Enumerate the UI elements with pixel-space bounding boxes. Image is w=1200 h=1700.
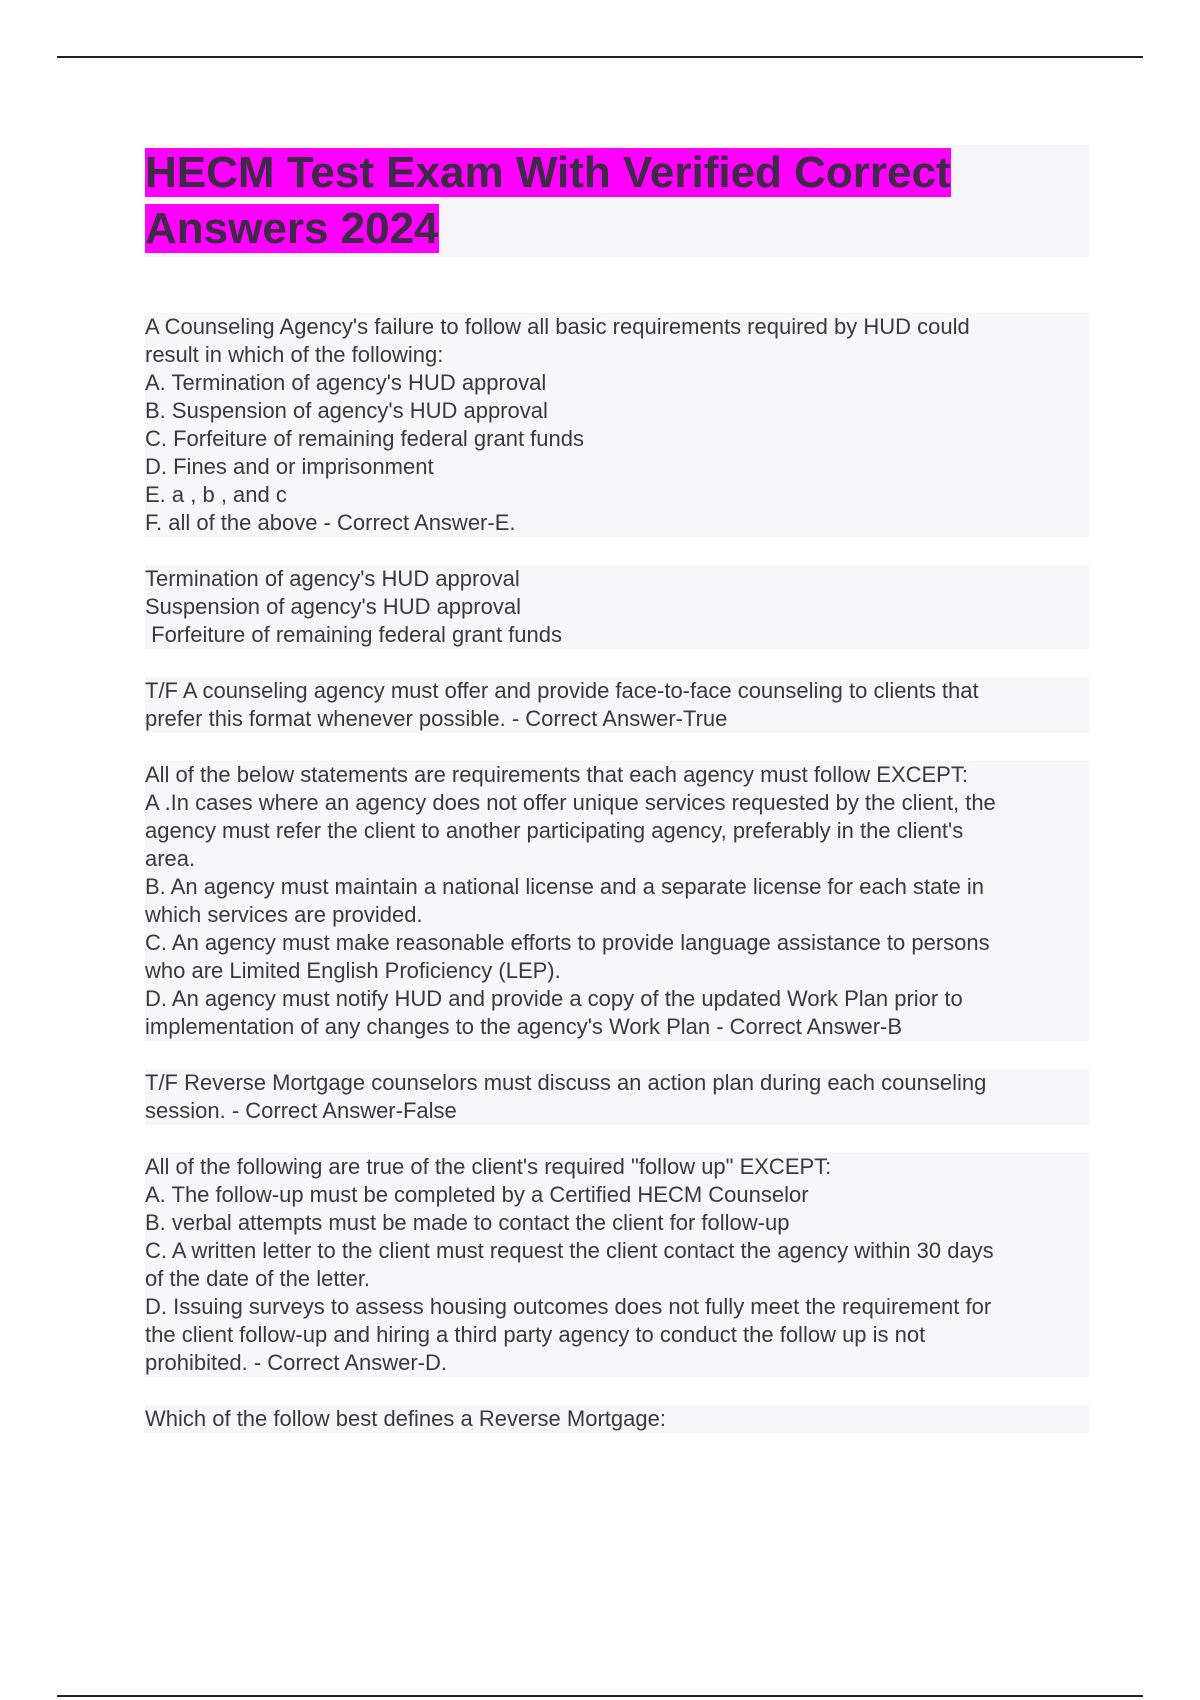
text-line: E. a , b , and c: [145, 482, 287, 507]
text-line: who are Limited English Proficiency (LEP).: [145, 958, 561, 983]
question-block: [145, 565, 1089, 649]
question-block: [145, 677, 1089, 733]
question-block: [145, 1405, 1089, 1433]
text-line: F. all of the above - Correct Answer-E.: [145, 510, 516, 535]
text-line: A. Termination of agency's HUD approval: [145, 370, 547, 395]
title-line-2: Answers 2024: [145, 204, 439, 253]
text-line: prohibited. - Correct Answer-D.: [145, 1350, 447, 1375]
text-line: All of the following are true of the client's required "follow up" EXCEPT:: [145, 1154, 832, 1179]
text-line: All of the below statements are requirements that each agency must follow EXCEPT:: [145, 762, 968, 787]
text-line: agency must refer the client to another participating agency, preferably in the client's: [145, 818, 964, 843]
text-line: C. A written letter to the client must request the client contact the agency within 30 days: [145, 1238, 994, 1263]
text-line: T/F Reverse Mortgage counselors must discuss an action plan during each counseling: [145, 1070, 987, 1095]
question-block: [145, 761, 1089, 1041]
text-line: A. The follow-up must be completed by a Certified HECM Counselor: [145, 1182, 809, 1207]
top-rule: [57, 56, 1143, 58]
text-line: prefer this format whenever possible. - Correct Answer-True: [145, 706, 728, 731]
page-title: [145, 145, 1089, 257]
text-line: C. An agency must make reasonable efforts to provide language assistance to persons: [145, 930, 990, 955]
text-line: D. An agency must notify HUD and provide a copy of the updated Work Plan prior to: [145, 986, 963, 1011]
question-block: [145, 1153, 1089, 1377]
text-line: of the date of the letter.: [145, 1266, 371, 1291]
question-block: [145, 1069, 1089, 1125]
bottom-rule: [57, 1695, 1143, 1697]
text-line: A .In cases where an agency does not offer unique services requested by the client, the: [145, 790, 996, 815]
text-line: session. - Correct Answer-False: [145, 1098, 457, 1123]
text-line: Which of the follow best defines a Reverse Mortgage:: [145, 1406, 666, 1431]
text-line: result in which of the following:: [145, 342, 444, 367]
text-line: Suspension of agency's HUD approval: [145, 594, 521, 619]
text-line: B. An agency must maintain a national license and a separate license for each state in: [145, 874, 984, 899]
text-line: T/F A counseling agency must offer and provide face-to-face counseling to clients that: [145, 678, 979, 703]
question-block: [145, 313, 1089, 537]
text-line: Termination of agency's HUD approval: [145, 566, 520, 591]
text-line: Forfeiture of remaining federal grant funds: [145, 622, 563, 647]
title-box: [145, 145, 1089, 257]
text-line: B. verbal attempts must be made to contact the client for follow-up: [145, 1210, 790, 1235]
text-line: A Counseling Agency's failure to follow all basic requirements required by HUD could: [145, 314, 970, 339]
text-line: D. Fines and or imprisonment: [145, 454, 434, 479]
document-body: [145, 313, 1089, 1461]
text-line: B. Suspension of agency's HUD approval: [145, 398, 548, 423]
title-line-1: HECM Test Exam With Verified Correct: [145, 148, 951, 197]
text-line: which services are provided.: [145, 902, 423, 927]
text-line: C. Forfeiture of remaining federal grant funds: [145, 426, 585, 451]
text-line: area.: [145, 846, 196, 871]
text-line: the client follow-up and hiring a third party agency to conduct the follow up is not: [145, 1322, 926, 1347]
text-line: D. Issuing surveys to assess housing outcomes does not fully meet the requirement for: [145, 1294, 992, 1319]
text-line: implementation of any changes to the agency's Work Plan - Correct Answer-B: [145, 1014, 903, 1039]
